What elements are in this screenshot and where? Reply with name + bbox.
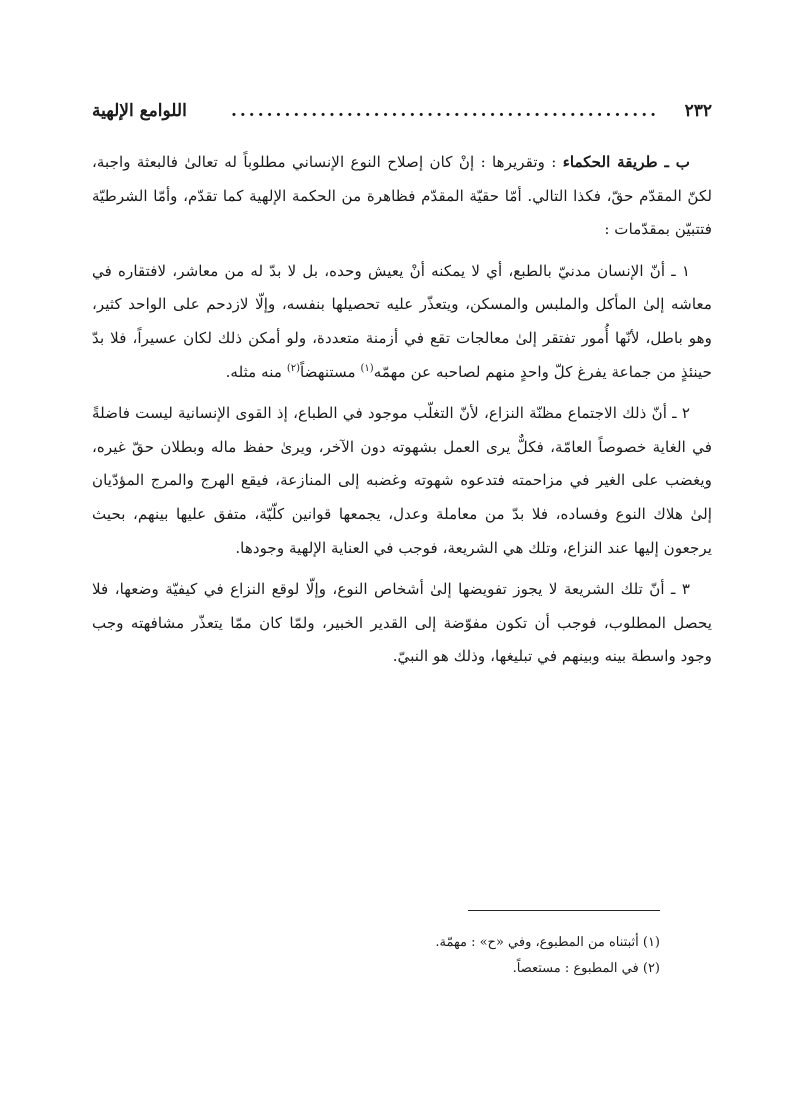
paragraph-text-end: منه مثله. <box>225 362 287 381</box>
section-heading-term: ب ـ طريقة الحكماء <box>562 153 691 171</box>
footnotes <box>92 930 660 982</box>
paragraph-premise-1 <box>92 255 712 389</box>
paragraph-premise-3 <box>92 573 712 674</box>
paragraph-text: ٢ ـ أنّ ذلك الاجتماع مظنّة النزاع، لأنّ التغلّب موجود في الطباع، إذ القوى الإنسانية ليست فاضلةً في الغاية خصوصاً العامّة، فكلٌّ يرى العمل بشهوته دون الآخر، ويرىٰ حفظ ماله وبطلان حقّ غيره، ويغضب على الغير في مزاحمته فتدعوه شهوته وغضبه إلى المنازعة، فيقع الهرج والمرج المؤدّيان إلىٰ هلاك النوع وفساده، فلا بدّ من معاملة وعدل، يجمعها قوانين كلّيّة، متفق عليها بينهم، بحيث يرجعون إليها عند النزاع، وتلك هي الشريعة، فوجب في العناية الإلهية وجودها. <box>92 404 712 557</box>
paragraph-method-of-philosophers <box>92 146 712 247</box>
footnote-marker-2[interactable]: (٢) <box>286 362 301 374</box>
paragraph-text-cont: مستنهضاً <box>300 362 361 381</box>
paragraph-text: ١ ـ أنّ الإنسان مدنيّ بالطبع، أي لا يمكنه أنْ يعيش وحده، بل لا بدّ له من معاشر، لافتقاره في معاشه إلىٰ المأكل والملبس والمسكن، ويتعذّر عليه تحصيلها بنفسه، وإلّا لازدحم على الواحد كثير، وهو باطل، لأنّها أُمور تفتقر إلىٰ معالجات تقع في أزمنة متعددة، ولو أمكن ذلك لكان عسيراً، فلا بدّ حينئذٍ من جماعة يفرغ كلّ واحدٍ منهم لصاحبه عن مهمّه <box>92 261 712 381</box>
header-dot-leader: ................................................ <box>230 101 660 121</box>
running-header <box>92 96 712 126</box>
main-text <box>92 146 712 682</box>
paragraph-premise-2 <box>92 397 712 565</box>
running-title: اللوامع الإلهية <box>92 101 187 121</box>
footnote-1: (١) أثبتناه من المطبوع، وفي «ح» : مهمّة. <box>435 935 660 950</box>
book-page <box>92 88 712 1078</box>
footnote-separator <box>468 910 660 911</box>
paragraph-text: ٣ ـ أنّ تلك الشريعة لا يجوز تفويضها إلىٰ أشخاص النوع، وإلّا لوقع النزاع في كيفيّة وضعها، فلا يحصل المطلوب، فوجب أن تكون مفوّضة إلى القدير الخبير، ولمّا كان ممّا يتعذّر مشافهته وجب وجود واسطة بينه وبينهم في تبليغها، وذلك هو النبيّ. <box>92 580 712 666</box>
footnote-2: (٢) في المطبوع : مستعصاً. <box>512 961 660 976</box>
paragraph-text: : وتقريرها : إنْ كان إصلاح النوع الإنساني مطلوباً له تعالىٰ فالبعثة واجبة، لكنّ المقدّم حقّ، فكذا التالي. أمّا حقيّة المقدّم فظاهرة من الحكمة الإلهية كما تقدّم، وأمّا الشرطيّة فتتبيّن بمقدّمات : <box>92 153 712 239</box>
footnote-marker-1[interactable]: (١) <box>360 362 374 374</box>
page-number: ٢٣٢ <box>684 101 712 121</box>
